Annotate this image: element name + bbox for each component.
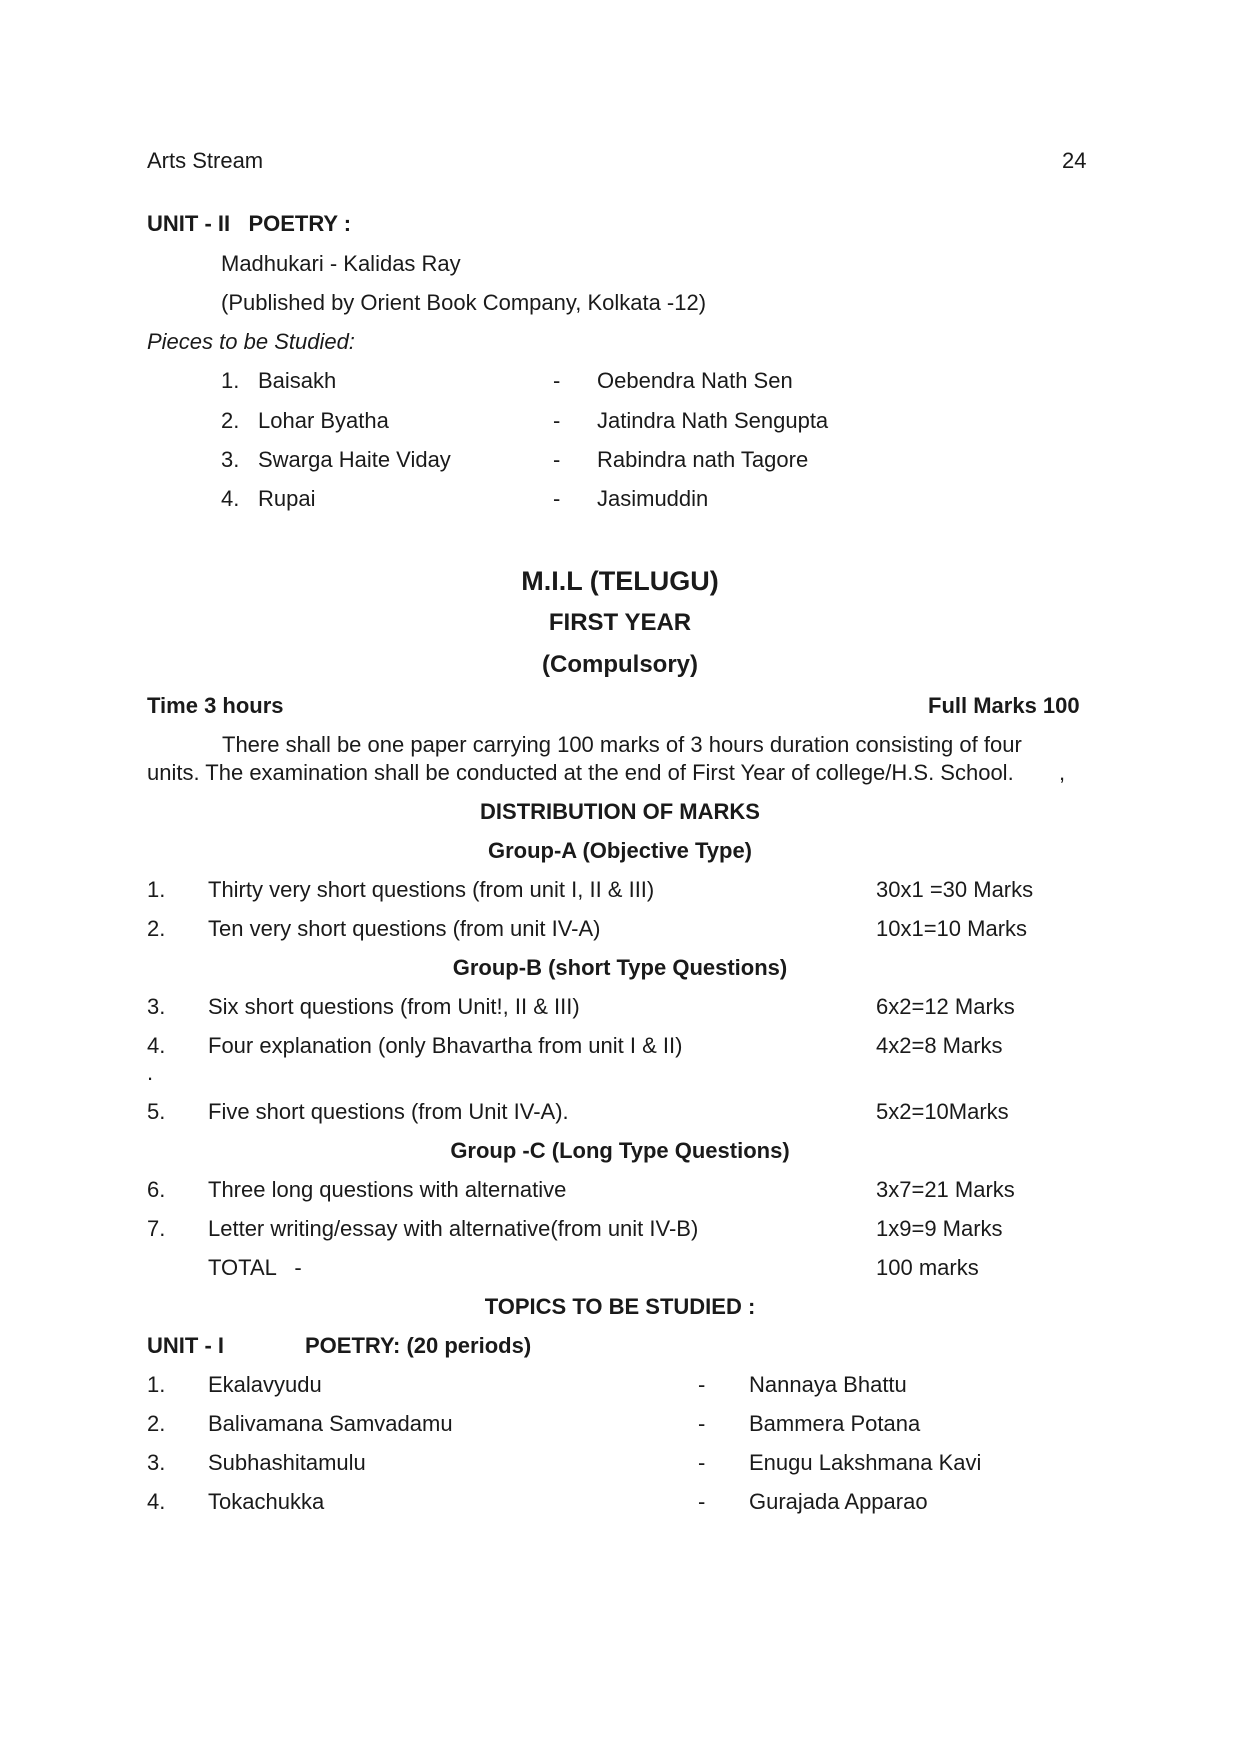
item-num: 6. (147, 1177, 166, 1202)
group-b-heading: Group-B (short Type Questions) (452, 955, 788, 980)
item-num: 4. (147, 1033, 166, 1058)
item-text: Three long questions with alternative (208, 1177, 567, 1202)
unit1-title: POETRY: (20 periods) (305, 1333, 532, 1358)
section-title: M.I.L (TELUGU) (521, 566, 719, 596)
item-text: Five short questions (from Unit IV-A). (208, 1099, 569, 1124)
list-item-title: Baisakh (258, 368, 337, 393)
list-item-author: Jatindra Nath Sengupta (597, 408, 829, 433)
list-item-num: 2. (221, 408, 240, 433)
item-marks: 30x1 =30 Marks (876, 877, 1034, 902)
list-item-dash: - (698, 1450, 706, 1475)
item-text: Six short questions (from Unit!, II & III) (208, 994, 580, 1019)
list-item-dash: - (698, 1411, 706, 1436)
item-marks: 3x7=21 Marks (876, 1177, 1015, 1202)
item-marks: 6x2=12 Marks (876, 994, 1015, 1019)
list-item-title: Balivamana Samvadamu (208, 1411, 453, 1436)
list-item-author: Rabindra nath Tagore (597, 447, 809, 472)
list-item-num: 3. (221, 447, 240, 472)
item-num: 2. (147, 916, 166, 941)
list-item-num: 1. (221, 368, 240, 393)
total-marks: 100 marks (876, 1255, 979, 1280)
list-item-title: Lohar Byatha (258, 408, 389, 433)
unit2-publisher: (Published by Orient Book Company, Kolkata -12) (221, 290, 707, 315)
unit2-heading: UNIT - II POETRY : (147, 211, 352, 236)
list-item-author: Enugu Lakshmana Kavi (749, 1450, 982, 1475)
section-compulsory: (Compulsory) (542, 651, 698, 678)
list-item-num: 4. (221, 486, 240, 511)
item-marks: 10x1=10 Marks (876, 916, 1028, 941)
list-item-title: Tokachukka (208, 1489, 325, 1514)
page-number: 24 (1062, 148, 1087, 173)
intro-paragraph-line2: units. The examination shall be conducted at the end of First Year of college/H.S. School. (147, 760, 1014, 785)
list-item-num: 4. (147, 1489, 166, 1514)
item-num: 3. (147, 994, 166, 1019)
item-marks: 4x2=8 Marks (876, 1033, 1003, 1058)
list-item-title: Rupai (258, 486, 316, 511)
item-marks: 1x9=9 Marks (876, 1216, 1003, 1241)
section-year: FIRST YEAR (548, 609, 692, 636)
full-marks-label: Full Marks 100 (928, 693, 1080, 718)
running-header-section: Arts Stream (147, 148, 264, 173)
intro-paragraph-line1: There shall be one paper carrying 100 marks of 3 hours duration consisting of four (222, 732, 1022, 757)
list-item-dash: - (553, 408, 561, 433)
list-item-author: Bammera Potana (749, 1411, 921, 1436)
topics-heading: TOPICS TO BE STUDIED : (484, 1294, 756, 1319)
item-text: Ten very short questions (from unit IV-A) (208, 916, 601, 941)
pieces-label: Pieces to be Studied: (147, 329, 355, 354)
list-item-author: Gurajada Apparao (749, 1489, 928, 1514)
intro-paragraph-comma: , (1059, 760, 1066, 785)
list-item-num: 3. (147, 1450, 166, 1475)
stray-dot: . (147, 1060, 154, 1085)
list-item-dash: - (553, 368, 561, 393)
unit1-label: UNIT - I (147, 1333, 224, 1358)
list-item-author: Jasimuddin (597, 486, 709, 511)
item-marks: 5x2=10Marks (876, 1099, 1009, 1124)
unit2-book: Madhukari - Kalidas Ray (221, 251, 461, 276)
group-c-heading: Group -C (Long Type Questions) (450, 1138, 790, 1163)
item-num: 1. (147, 877, 166, 902)
list-item-dash: - (553, 486, 561, 511)
list-item-num: 2. (147, 1411, 166, 1436)
list-item-author: Oebendra Nath Sen (597, 368, 793, 393)
item-num: 7. (147, 1216, 166, 1241)
group-a-heading: Group-A (Objective Type) (487, 838, 753, 863)
item-text: Four explanation (only Bhavartha from unit I & II) (208, 1033, 683, 1058)
list-item-title: Ekalavyudu (208, 1372, 322, 1397)
time-label: Time 3 hours (147, 693, 284, 718)
item-num: 5. (147, 1099, 166, 1124)
total-label: TOTAL - (208, 1255, 302, 1280)
item-text: Letter writing/essay with alternative(from unit IV-B) (208, 1216, 699, 1241)
list-item-dash: - (553, 447, 561, 472)
list-item-title: Subhashitamulu (208, 1450, 366, 1475)
list-item-dash: - (698, 1489, 706, 1514)
list-item-author: Nannaya Bhattu (749, 1372, 907, 1397)
distribution-heading: DISTRIBUTION OF MARKS (480, 799, 760, 824)
list-item-dash: - (698, 1372, 706, 1397)
item-text: Thirty very short questions (from unit I, II & III) (208, 877, 655, 902)
list-item-num: 1. (147, 1372, 166, 1397)
list-item-title: Swarga Haite Viday (258, 447, 451, 472)
